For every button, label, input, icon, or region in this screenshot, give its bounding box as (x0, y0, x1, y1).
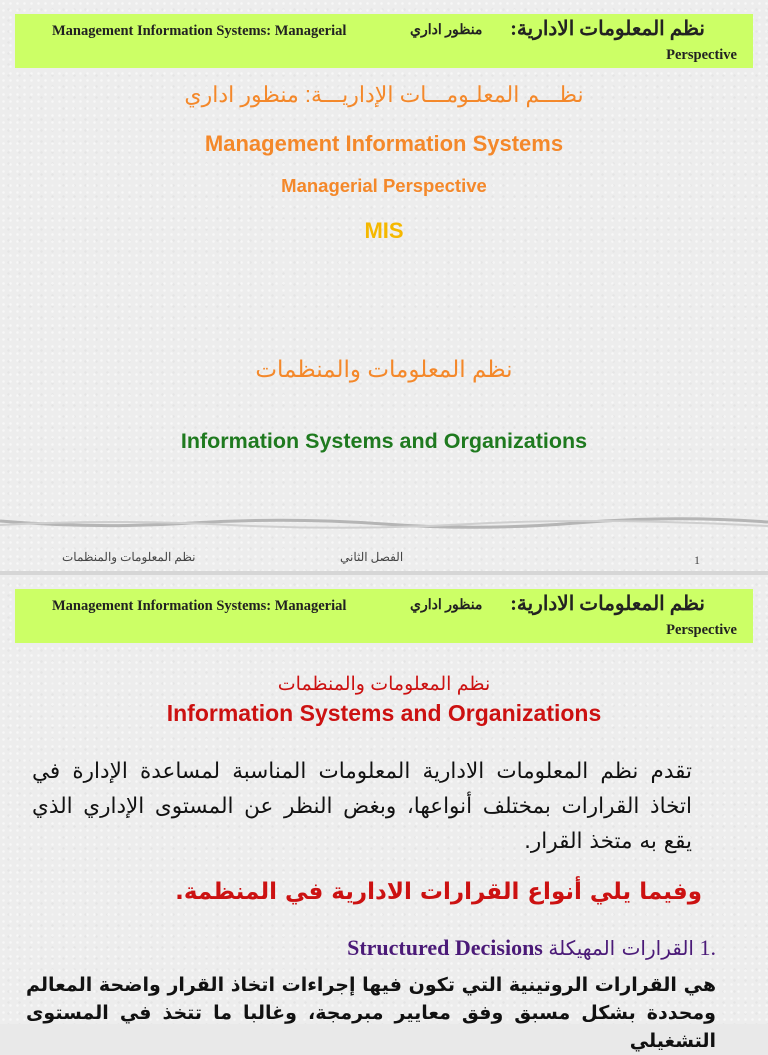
header-arabic-subtitle: منظور اداري (410, 598, 483, 613)
arabic-section-title: نظم المعلومات والمنظمات (255, 356, 513, 382)
item-arabic-label: القرارات المهيكلة (548, 936, 694, 960)
slide-header (15, 589, 753, 643)
footer-chapter-title: نظم المعلومات والمنظمات (62, 550, 196, 564)
slide-header (15, 14, 753, 68)
acronym: MIS (364, 218, 404, 243)
page-number: 1 (694, 553, 700, 567)
header-arabic-title: نظم المعلومات الادارية: (510, 593, 705, 615)
item-description: هي القرارات الروتينية التي تكون فيها إجراءات اتخاذ القرار واضحة المعالم ومحددة بشكل مسبق وفق معايير مبرمجة، وغالبا ما تتخذ في المستوى التشغيلي (26, 974, 716, 1052)
header-arabic-title: نظم المعلومات الادارية: (510, 18, 705, 40)
item-number: 1. (699, 935, 716, 960)
english-section-title: Information Systems and Organizations (166, 700, 602, 726)
decision-types-heading: وفيما يلي أنواع القرارات الادارية في المنظمة. (175, 879, 702, 905)
header-perspective: Perspective (666, 47, 737, 63)
intro-paragraph: تقدم نظم المعلومات الادارية المعلومات المناسبة لمساعدة الإدارة في اتخاذ القرارات بمختلف أنواعها، وبغض النظر عن المستوى الإداري الذي يقع به متخذ القرار. (32, 759, 692, 854)
arabic-title: نظـــم المعلـومـــات الإداريـــة: منظور اداري (184, 82, 584, 107)
subtitle: Managerial Perspective (281, 175, 487, 196)
slide-footer (0, 550, 768, 570)
slide-2 (0, 575, 768, 1052)
arabic-section-title: نظم المعلومات والمنظمات (277, 674, 491, 695)
footer-chapter-number: الفصل الثاني (340, 550, 404, 564)
wave-divider (0, 515, 768, 533)
english-title: Management Information Systems (204, 131, 564, 156)
header-perspective: Perspective (666, 622, 737, 638)
header-english-title: Management Information Systems: Managerial (52, 23, 347, 39)
english-section-title: Information Systems and Organizations (180, 429, 588, 453)
item-english-label: Structured Decisions (347, 935, 543, 960)
header-english-title: Management Information Systems: Managerial (52, 598, 347, 614)
list-item-structured-decisions (347, 935, 716, 961)
header-arabic-subtitle: منظور اداري (410, 23, 483, 38)
